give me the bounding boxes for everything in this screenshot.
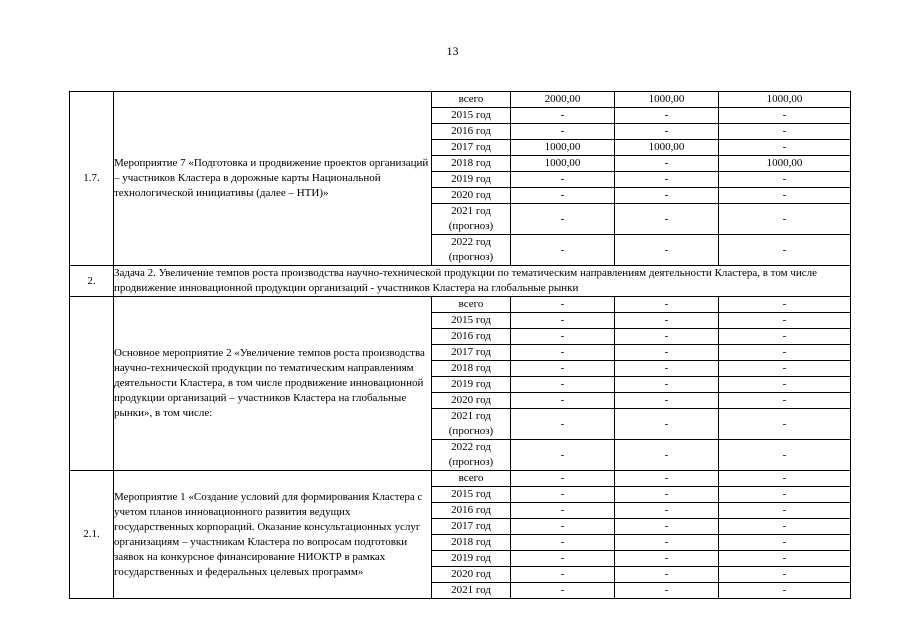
value-cell: -	[511, 567, 615, 583]
year-cell: 2020 год	[432, 188, 511, 204]
value-cell: -	[511, 377, 615, 393]
value-cell: -	[719, 313, 851, 329]
table-row	[70, 471, 851, 487]
year-cell: 2018 год	[432, 156, 511, 172]
value-cell: -	[511, 172, 615, 188]
value-cell: -	[719, 393, 851, 409]
year-cell: 2016 год	[432, 124, 511, 140]
value-cell: -	[511, 583, 615, 599]
value-cell: -	[615, 235, 719, 266]
item-number	[70, 297, 114, 471]
value-cell: -	[511, 297, 615, 313]
year-cell: 2021 год (прогноз)	[432, 409, 511, 440]
value-cell: -	[615, 583, 719, 599]
value-cell: -	[511, 329, 615, 345]
value-cell: -	[719, 471, 851, 487]
value-cell: -	[719, 188, 851, 204]
table-row	[70, 297, 851, 313]
funding-table	[69, 91, 851, 599]
year-cell: всего	[432, 471, 511, 487]
year-cell: 2021 год	[432, 583, 511, 599]
year-cell: 2020 год	[432, 393, 511, 409]
value-cell: -	[719, 487, 851, 503]
value-cell: -	[719, 297, 851, 313]
value-cell: -	[615, 108, 719, 124]
year-cell: 2018 год	[432, 361, 511, 377]
value-cell: -	[511, 409, 615, 440]
value-cell: -	[511, 440, 615, 471]
value-cell: -	[615, 313, 719, 329]
value-cell: -	[511, 204, 615, 235]
value-cell: -	[719, 140, 851, 156]
value-cell: -	[719, 567, 851, 583]
year-cell: всего	[432, 92, 511, 108]
value-cell: 1000,00	[719, 92, 851, 108]
value-cell: -	[615, 361, 719, 377]
year-cell: 2017 год	[432, 140, 511, 156]
value-cell: -	[511, 535, 615, 551]
value-cell: -	[719, 440, 851, 471]
value-cell: -	[511, 393, 615, 409]
year-cell: 2018 год	[432, 535, 511, 551]
value-cell: -	[615, 440, 719, 471]
year-cell: 2015 год	[432, 108, 511, 124]
value-cell: -	[719, 361, 851, 377]
value-cell: -	[615, 471, 719, 487]
value-cell: -	[615, 156, 719, 172]
value-cell: -	[511, 487, 615, 503]
value-cell: 1000,00	[511, 156, 615, 172]
value-cell: -	[719, 377, 851, 393]
year-cell: 2022 год (прогноз)	[432, 440, 511, 471]
value-cell: -	[511, 519, 615, 535]
value-cell: -	[511, 361, 615, 377]
value-cell: -	[719, 503, 851, 519]
year-cell: всего	[432, 297, 511, 313]
year-cell: 2016 год	[432, 503, 511, 519]
value-cell: 1000,00	[511, 140, 615, 156]
value-cell: -	[615, 393, 719, 409]
page-number: 13	[446, 44, 459, 58]
value-cell: -	[615, 503, 719, 519]
value-cell: -	[615, 535, 719, 551]
value-cell: 1000,00	[719, 156, 851, 172]
year-cell: 2015 год	[432, 487, 511, 503]
value-cell: -	[719, 329, 851, 345]
value-cell: -	[719, 204, 851, 235]
year-cell: 2017 год	[432, 519, 511, 535]
value-cell: -	[615, 204, 719, 235]
task-row	[70, 266, 851, 297]
item-description: Мероприятие 1 «Создание условий для формирования Кластера с учетом планов инновационного развития ведущих государственных корпораций. Оказание консультационных услуг организациям – участникам Кластера по вопросам подготовки заявок на конкурсное финансирование НИОКТР в рамках государственных и федеральных целевых программ»	[114, 471, 432, 599]
item-description: Основное мероприятие 2 «Увеличение темпов роста производства научно-технической продукции по тематическим направлениям деятельности Кластера, в том числе продвижение инновационной продукции организаций – участников Кластера на глобальные рынки», в том числе:	[114, 297, 432, 471]
value-cell: -	[511, 551, 615, 567]
value-cell: -	[719, 583, 851, 599]
value-cell: -	[511, 345, 615, 361]
item-description: Мероприятие 7 «Подготовка и продвижение проектов организаций – участников Кластера в дорожные карты Национальной технологической инициативы (далее – НТИ)»	[114, 92, 432, 266]
value-cell: -	[719, 124, 851, 140]
value-cell: -	[615, 345, 719, 361]
value-cell: -	[719, 535, 851, 551]
value-cell: -	[615, 487, 719, 503]
value-cell: -	[511, 235, 615, 266]
value-cell: -	[719, 409, 851, 440]
value-cell: -	[615, 188, 719, 204]
year-cell: 2017 год	[432, 345, 511, 361]
value-cell: -	[719, 172, 851, 188]
task-text: Задача 2. Увеличение темпов роста производства научно-технической продукции по тематическим направлениям деятельности Кластера, в том числе продвижение инновационной продукции организаций - участников Кластера на глобальные рынки	[114, 266, 851, 297]
value-cell: -	[615, 567, 719, 583]
value-cell: 1000,00	[615, 140, 719, 156]
value-cell: -	[615, 172, 719, 188]
year-cell: 2019 год	[432, 172, 511, 188]
year-cell: 2020 год	[432, 567, 511, 583]
year-cell: 2021 год (прогноз)	[432, 204, 511, 235]
value-cell: -	[615, 377, 719, 393]
year-cell: 2019 год	[432, 377, 511, 393]
table-row	[70, 92, 851, 108]
item-number: 1.7.	[70, 92, 114, 266]
value-cell: 2000,00	[511, 92, 615, 108]
value-cell: -	[719, 519, 851, 535]
value-cell: -	[511, 188, 615, 204]
value-cell: -	[719, 235, 851, 266]
task-number: 2.	[70, 266, 114, 297]
value-cell: -	[719, 551, 851, 567]
year-cell: 2019 год	[432, 551, 511, 567]
value-cell: -	[615, 124, 719, 140]
value-cell: -	[615, 329, 719, 345]
value-cell: -	[615, 551, 719, 567]
value-cell: -	[511, 471, 615, 487]
value-cell: -	[615, 409, 719, 440]
year-cell: 2022 год (прогноз)	[432, 235, 511, 266]
value-cell: -	[511, 503, 615, 519]
value-cell: -	[615, 297, 719, 313]
value-cell: -	[615, 519, 719, 535]
value-cell: -	[511, 108, 615, 124]
value-cell: -	[511, 124, 615, 140]
value-cell: -	[511, 313, 615, 329]
value-cell: -	[719, 108, 851, 124]
item-number: 2.1.	[70, 471, 114, 599]
year-cell: 2015 год	[432, 313, 511, 329]
value-cell: -	[719, 345, 851, 361]
value-cell: 1000,00	[615, 92, 719, 108]
year-cell: 2016 год	[432, 329, 511, 345]
